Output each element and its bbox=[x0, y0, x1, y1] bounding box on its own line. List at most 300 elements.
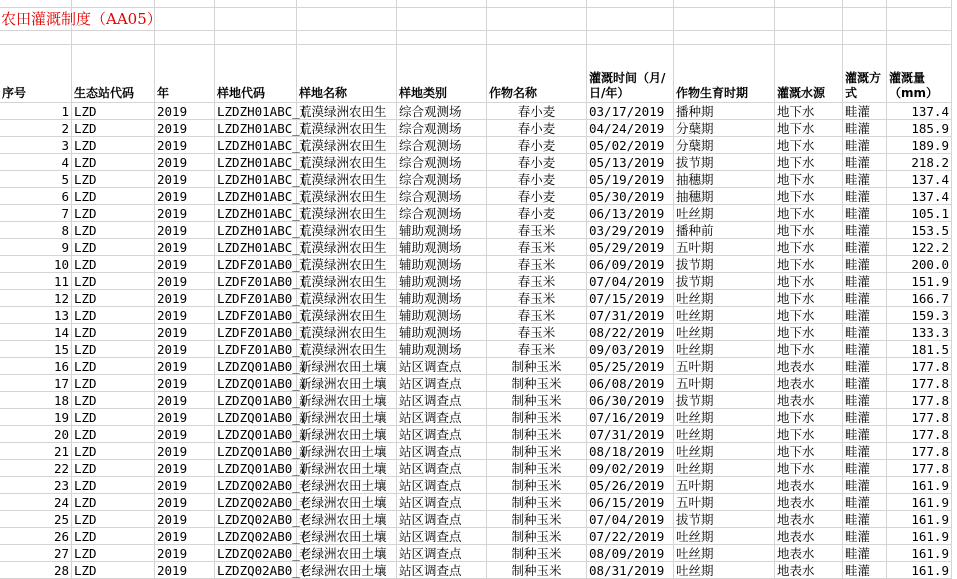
cell-irrigation-date[interactable]: 05/25/2019 bbox=[587, 358, 674, 375]
cell-plot-type[interactable]: 站区调查点 bbox=[397, 460, 487, 477]
cell-growth-stage[interactable]: 吐丝期 bbox=[674, 426, 775, 443]
empty-cell[interactable] bbox=[843, 31, 887, 45]
cell-irrigation-amount[interactable]: 177.8 bbox=[887, 392, 952, 409]
cell-irrigation-date[interactable]: 03/29/2019 bbox=[587, 222, 674, 239]
cell-crop-name[interactable]: 制种玉米 bbox=[487, 426, 587, 443]
cell-plot-type[interactable]: 站区调查点 bbox=[397, 392, 487, 409]
cell-irrigation-method[interactable]: 畦灌 bbox=[843, 409, 887, 426]
cell-irrigation-method[interactable]: 畦灌 bbox=[843, 545, 887, 562]
cell-crop-name[interactable]: 制种玉米 bbox=[487, 545, 587, 562]
cell-irrigation-date[interactable]: 03/17/2019 bbox=[587, 103, 674, 120]
cell-plot-code[interactable]: LZDZQ01AB0_( bbox=[217, 410, 308, 425]
cell-year[interactable]: 2019 bbox=[155, 290, 215, 307]
cell-station-code[interactable]: LZD bbox=[72, 256, 155, 273]
cell-irrigation-date[interactable]: 06/13/2019 bbox=[587, 205, 674, 222]
cell-irrigation-method[interactable]: 畦灌 bbox=[843, 511, 887, 528]
cell-crop-name[interactable]: 春玉米 bbox=[487, 290, 587, 307]
cell-growth-stage[interactable]: 抽穗期 bbox=[674, 188, 775, 205]
cell-plot-name[interactable]: 老绿洲农田土壤 bbox=[297, 562, 397, 579]
cell-crop-name[interactable]: 春小麦 bbox=[487, 137, 587, 154]
cell-irrigation-amount[interactable]: 137.4 bbox=[887, 188, 952, 205]
cell-irrigation-method[interactable]: 畦灌 bbox=[843, 426, 887, 443]
cell-station-code[interactable]: LZD bbox=[72, 222, 155, 239]
cell-irrigation-amount[interactable]: 185.9 bbox=[887, 120, 952, 137]
cell-station-code[interactable]: LZD bbox=[72, 171, 155, 188]
cell-irrigation-amount[interactable]: 200.0 bbox=[887, 256, 952, 273]
cell-plot-code[interactable]: LZDZH01ABC_( bbox=[217, 189, 308, 204]
cell-plot-type[interactable]: 辅助观测场 bbox=[397, 341, 487, 358]
cell-plot-code[interactable]: LZDZQ01AB0_( bbox=[217, 427, 308, 442]
cell-irrigation-method[interactable]: 畦灌 bbox=[843, 443, 887, 460]
cell-plot-code[interactable]: LZDZH01ABC_( bbox=[217, 155, 308, 170]
cell-seq[interactable]: 27 bbox=[0, 545, 72, 562]
cell-plot-name[interactable]: 荒漠绿洲农田生 bbox=[297, 171, 397, 188]
cell-station-code[interactable]: LZD bbox=[72, 545, 155, 562]
cell-irrigation-amount[interactable]: 161.9 bbox=[887, 562, 952, 579]
cell-growth-stage[interactable]: 拔节期 bbox=[674, 392, 775, 409]
empty-cell[interactable] bbox=[0, 0, 72, 8]
cell-plot-code[interactable]: LZDZQ02AB0_( bbox=[217, 478, 308, 493]
cell-growth-stage[interactable]: 五叶期 bbox=[674, 477, 775, 494]
cell-year[interactable]: 2019 bbox=[155, 341, 215, 358]
cell-water-source[interactable]: 地下水 bbox=[775, 409, 843, 426]
cell-irrigation-amount[interactable]: 161.9 bbox=[887, 494, 952, 511]
cell-station-code[interactable]: LZD bbox=[72, 477, 155, 494]
cell-plot-name[interactable]: 荒漠绿洲农田生 bbox=[297, 307, 397, 324]
cell-growth-stage[interactable]: 抽穗期 bbox=[674, 171, 775, 188]
cell-plot-type[interactable]: 辅助观测场 bbox=[397, 256, 487, 273]
empty-cell[interactable] bbox=[215, 31, 297, 45]
cell-water-source[interactable]: 地下水 bbox=[775, 137, 843, 154]
cell-irrigation-method[interactable]: 畦灌 bbox=[843, 171, 887, 188]
cell-plot-code[interactable]: LZDZH01ABC_( bbox=[217, 206, 308, 221]
cell-irrigation-method[interactable]: 畦灌 bbox=[843, 341, 887, 358]
cell-irrigation-method[interactable]: 畦灌 bbox=[843, 154, 887, 171]
cell-seq[interactable]: 18 bbox=[0, 392, 72, 409]
empty-cell[interactable] bbox=[215, 0, 297, 8]
empty-cell[interactable] bbox=[297, 0, 397, 8]
cell-irrigation-date[interactable]: 08/18/2019 bbox=[587, 443, 674, 460]
cell-water-source[interactable]: 地表水 bbox=[775, 392, 843, 409]
cell-year[interactable]: 2019 bbox=[155, 375, 215, 392]
cell-growth-stage[interactable]: 分蘖期 bbox=[674, 120, 775, 137]
empty-cell[interactable] bbox=[587, 8, 674, 31]
cell-irrigation-date[interactable]: 07/16/2019 bbox=[587, 409, 674, 426]
cell-plot-name[interactable]: 荒漠绿洲农田生 bbox=[297, 120, 397, 137]
cell-station-code[interactable]: LZD bbox=[72, 562, 155, 579]
cell-seq[interactable]: 8 bbox=[0, 222, 72, 239]
cell-irrigation-method[interactable]: 畦灌 bbox=[843, 528, 887, 545]
empty-cell[interactable] bbox=[215, 8, 297, 31]
empty-cell[interactable] bbox=[297, 8, 397, 31]
cell-plot-code[interactable]: LZDZQ01AB0_( bbox=[217, 376, 308, 391]
cell-irrigation-amount[interactable]: 159.3 bbox=[887, 307, 952, 324]
cell-growth-stage[interactable]: 拔节期 bbox=[674, 273, 775, 290]
empty-cell[interactable] bbox=[843, 0, 887, 8]
cell-plot-code[interactable]: LZDZH01ABC_( bbox=[217, 223, 308, 238]
cell-irrigation-date[interactable]: 06/09/2019 bbox=[587, 256, 674, 273]
header-plot-code[interactable]: 样地代码 bbox=[215, 45, 297, 103]
cell-irrigation-amount[interactable]: 122.2 bbox=[887, 239, 952, 256]
cell-seq[interactable]: 5 bbox=[0, 171, 72, 188]
cell-irrigation-date[interactable]: 06/08/2019 bbox=[587, 375, 674, 392]
cell-irrigation-amount[interactable]: 166.7 bbox=[887, 290, 952, 307]
cell-year[interactable]: 2019 bbox=[155, 409, 215, 426]
cell-plot-type[interactable]: 站区调查点 bbox=[397, 494, 487, 511]
cell-seq[interactable]: 26 bbox=[0, 528, 72, 545]
cell-seq[interactable]: 6 bbox=[0, 188, 72, 205]
cell-plot-name[interactable]: 荒漠绿洲农田生 bbox=[297, 290, 397, 307]
cell-water-source[interactable]: 地表水 bbox=[775, 511, 843, 528]
cell-growth-stage[interactable]: 吐丝期 bbox=[674, 545, 775, 562]
cell-water-source[interactable]: 地表水 bbox=[775, 477, 843, 494]
cell-growth-stage[interactable]: 吐丝期 bbox=[674, 341, 775, 358]
cell-irrigation-date[interactable]: 05/26/2019 bbox=[587, 477, 674, 494]
cell-seq[interactable]: 17 bbox=[0, 375, 72, 392]
cell-plot-type[interactable]: 站区调查点 bbox=[397, 528, 487, 545]
cell-irrigation-method[interactable]: 畦灌 bbox=[843, 358, 887, 375]
cell-station-code[interactable]: LZD bbox=[72, 511, 155, 528]
cell-plot-type[interactable]: 综合观测场 bbox=[397, 154, 487, 171]
cell-seq[interactable]: 23 bbox=[0, 477, 72, 494]
cell-water-source[interactable]: 地下水 bbox=[775, 273, 843, 290]
cell-crop-name[interactable]: 春小麦 bbox=[487, 205, 587, 222]
cell-year[interactable]: 2019 bbox=[155, 494, 215, 511]
cell-irrigation-amount[interactable]: 161.9 bbox=[887, 477, 952, 494]
cell-station-code[interactable]: LZD bbox=[72, 409, 155, 426]
cell-plot-code[interactable]: LZDFZ01AB0_( bbox=[217, 274, 308, 289]
cell-growth-stage[interactable]: 吐丝期 bbox=[674, 443, 775, 460]
empty-cell[interactable] bbox=[397, 31, 487, 45]
cell-plot-type[interactable]: 综合观测场 bbox=[397, 171, 487, 188]
cell-plot-code[interactable]: LZDFZ01AB0_( bbox=[217, 291, 308, 306]
cell-seq[interactable]: 12 bbox=[0, 290, 72, 307]
cell-plot-name[interactable]: 老绿洲农田土壤 bbox=[297, 528, 397, 545]
empty-cell[interactable] bbox=[487, 31, 587, 45]
cell-irrigation-amount[interactable]: 177.8 bbox=[887, 443, 952, 460]
cell-plot-type[interactable]: 站区调查点 bbox=[397, 545, 487, 562]
cell-plot-type[interactable]: 综合观测场 bbox=[397, 120, 487, 137]
cell-seq[interactable]: 1 bbox=[0, 103, 72, 120]
cell-irrigation-date[interactable]: 05/02/2019 bbox=[587, 137, 674, 154]
cell-irrigation-date[interactable]: 07/04/2019 bbox=[587, 511, 674, 528]
cell-plot-name[interactable]: 荒漠绿洲农田生 bbox=[297, 324, 397, 341]
cell-year[interactable]: 2019 bbox=[155, 239, 215, 256]
cell-irrigation-amount[interactable]: 151.9 bbox=[887, 273, 952, 290]
cell-growth-stage[interactable]: 吐丝期 bbox=[674, 460, 775, 477]
cell-growth-stage[interactable]: 吐丝期 bbox=[674, 307, 775, 324]
cell-water-source[interactable]: 地下水 bbox=[775, 341, 843, 358]
cell-plot-name[interactable]: 荒漠绿洲农田生 bbox=[297, 341, 397, 358]
cell-irrigation-date[interactable]: 05/29/2019 bbox=[587, 239, 674, 256]
cell-plot-code[interactable]: LZDZH01ABC_( bbox=[217, 240, 308, 255]
cell-year[interactable]: 2019 bbox=[155, 443, 215, 460]
cell-plot-type[interactable]: 辅助观测场 bbox=[397, 273, 487, 290]
cell-irrigation-amount[interactable]: 189.9 bbox=[887, 137, 952, 154]
cell-growth-stage[interactable]: 吐丝期 bbox=[674, 290, 775, 307]
cell-seq[interactable]: 2 bbox=[0, 120, 72, 137]
cell-crop-name[interactable]: 春小麦 bbox=[487, 188, 587, 205]
cell-growth-stage[interactable]: 拔节期 bbox=[674, 511, 775, 528]
cell-year[interactable]: 2019 bbox=[155, 477, 215, 494]
cell-plot-code[interactable]: LZDZH01ABC_( bbox=[217, 121, 308, 136]
cell-plot-code[interactable]: LZDZH01ABC_( bbox=[217, 104, 308, 119]
header-growth-stage[interactable]: 作物生育时期 bbox=[674, 45, 775, 103]
cell-plot-type[interactable]: 站区调查点 bbox=[397, 426, 487, 443]
cell-seq[interactable]: 20 bbox=[0, 426, 72, 443]
cell-station-code[interactable]: LZD bbox=[72, 358, 155, 375]
cell-year[interactable]: 2019 bbox=[155, 392, 215, 409]
cell-growth-stage[interactable]: 拔节期 bbox=[674, 154, 775, 171]
cell-irrigation-amount[interactable]: 133.3 bbox=[887, 324, 952, 341]
cell-plot-code[interactable]: LZDZQ02AB0_( bbox=[217, 529, 308, 544]
empty-cell[interactable] bbox=[587, 0, 674, 8]
cell-irrigation-date[interactable]: 07/15/2019 bbox=[587, 290, 674, 307]
cell-station-code[interactable]: LZD bbox=[72, 375, 155, 392]
cell-station-code[interactable]: LZD bbox=[72, 460, 155, 477]
cell-seq[interactable]: 9 bbox=[0, 239, 72, 256]
cell-crop-name[interactable]: 制种玉米 bbox=[487, 562, 587, 579]
cell-plot-name[interactable]: 新绿洲农田土壤 bbox=[297, 426, 397, 443]
cell-plot-name[interactable]: 荒漠绿洲农田生 bbox=[297, 205, 397, 222]
cell-water-source[interactable]: 地下水 bbox=[775, 324, 843, 341]
cell-irrigation-amount[interactable]: 177.8 bbox=[887, 460, 952, 477]
cell-plot-code[interactable]: LZDZQ02AB0_( bbox=[217, 495, 308, 510]
cell-station-code[interactable]: LZD bbox=[72, 307, 155, 324]
cell-plot-code[interactable]: LZDFZ01AB0_( bbox=[217, 257, 308, 272]
cell-water-source[interactable]: 地表水 bbox=[775, 494, 843, 511]
empty-cell[interactable] bbox=[775, 31, 843, 45]
header-water-source[interactable]: 灌溉水源 bbox=[775, 45, 843, 103]
cell-year[interactable]: 2019 bbox=[155, 528, 215, 545]
cell-irrigation-amount[interactable]: 105.1 bbox=[887, 205, 952, 222]
cell-year[interactable]: 2019 bbox=[155, 562, 215, 579]
cell-irrigation-method[interactable]: 畦灌 bbox=[843, 562, 887, 579]
cell-year[interactable]: 2019 bbox=[155, 222, 215, 239]
cell-growth-stage[interactable]: 播种前 bbox=[674, 222, 775, 239]
cell-plot-name[interactable]: 老绿洲农田土壤 bbox=[297, 511, 397, 528]
cell-water-source[interactable]: 地下水 bbox=[775, 154, 843, 171]
cell-crop-name[interactable]: 制种玉米 bbox=[487, 477, 587, 494]
cell-plot-name[interactable]: 新绿洲农田土壤 bbox=[297, 358, 397, 375]
cell-water-source[interactable]: 地下水 bbox=[775, 103, 843, 120]
cell-station-code[interactable]: LZD bbox=[72, 273, 155, 290]
header-seq[interactable]: 序号 bbox=[0, 45, 72, 103]
cell-plot-name[interactable]: 新绿洲农田土壤 bbox=[297, 375, 397, 392]
cell-year[interactable]: 2019 bbox=[155, 324, 215, 341]
cell-crop-name[interactable]: 春玉米 bbox=[487, 341, 587, 358]
cell-irrigation-date[interactable]: 05/19/2019 bbox=[587, 171, 674, 188]
empty-cell[interactable] bbox=[887, 0, 952, 8]
cell-crop-name[interactable]: 春小麦 bbox=[487, 154, 587, 171]
cell-water-source[interactable]: 地下水 bbox=[775, 239, 843, 256]
cell-plot-type[interactable]: 站区调查点 bbox=[397, 443, 487, 460]
cell-plot-name[interactable]: 荒漠绿洲农田生 bbox=[297, 154, 397, 171]
cell-station-code[interactable]: LZD bbox=[72, 341, 155, 358]
cell-year[interactable]: 2019 bbox=[155, 511, 215, 528]
cell-growth-stage[interactable]: 五叶期 bbox=[674, 494, 775, 511]
cell-irrigation-amount[interactable]: 181.5 bbox=[887, 341, 952, 358]
cell-year[interactable]: 2019 bbox=[155, 273, 215, 290]
cell-irrigation-date[interactable]: 09/03/2019 bbox=[587, 341, 674, 358]
cell-plot-type[interactable]: 站区调查点 bbox=[397, 511, 487, 528]
cell-growth-stage[interactable]: 吐丝期 bbox=[674, 324, 775, 341]
cell-irrigation-method[interactable]: 畦灌 bbox=[843, 205, 887, 222]
cell-plot-type[interactable]: 站区调查点 bbox=[397, 358, 487, 375]
cell-crop-name[interactable]: 制种玉米 bbox=[487, 392, 587, 409]
cell-irrigation-date[interactable]: 04/24/2019 bbox=[587, 120, 674, 137]
cell-irrigation-amount[interactable]: 161.9 bbox=[887, 528, 952, 545]
cell-year[interactable]: 2019 bbox=[155, 426, 215, 443]
cell-plot-code[interactable]: LZDFZ01AB0_( bbox=[217, 308, 308, 323]
cell-water-source[interactable]: 地下水 bbox=[775, 171, 843, 188]
cell-year[interactable]: 2019 bbox=[155, 205, 215, 222]
cell-growth-stage[interactable]: 吐丝期 bbox=[674, 205, 775, 222]
cell-crop-name[interactable]: 制种玉米 bbox=[487, 375, 587, 392]
empty-cell[interactable] bbox=[843, 8, 887, 31]
cell-year[interactable]: 2019 bbox=[155, 188, 215, 205]
cell-irrigation-amount[interactable]: 218.2 bbox=[887, 154, 952, 171]
cell-irrigation-date[interactable]: 09/02/2019 bbox=[587, 460, 674, 477]
cell-year[interactable]: 2019 bbox=[155, 154, 215, 171]
cell-irrigation-method[interactable]: 畦灌 bbox=[843, 375, 887, 392]
cell-crop-name[interactable]: 春小麦 bbox=[487, 103, 587, 120]
cell-irrigation-method[interactable]: 畦灌 bbox=[843, 290, 887, 307]
cell-year[interactable]: 2019 bbox=[155, 137, 215, 154]
cell-crop-name[interactable]: 制种玉米 bbox=[487, 511, 587, 528]
cell-water-source[interactable]: 地下水 bbox=[775, 290, 843, 307]
cell-irrigation-date[interactable]: 08/09/2019 bbox=[587, 545, 674, 562]
cell-year[interactable]: 2019 bbox=[155, 171, 215, 188]
cell-crop-name[interactable]: 春玉米 bbox=[487, 324, 587, 341]
cell-irrigation-method[interactable]: 畦灌 bbox=[843, 120, 887, 137]
empty-cell[interactable] bbox=[587, 31, 674, 45]
cell-irrigation-date[interactable]: 07/31/2019 bbox=[587, 307, 674, 324]
header-crop-name[interactable]: 作物名称 bbox=[487, 45, 587, 103]
header-year[interactable]: 年 bbox=[155, 45, 215, 103]
cell-water-source[interactable]: 地下水 bbox=[775, 426, 843, 443]
cell-irrigation-method[interactable]: 畦灌 bbox=[843, 494, 887, 511]
cell-irrigation-date[interactable]: 07/22/2019 bbox=[587, 528, 674, 545]
cell-water-source[interactable]: 地表水 bbox=[775, 358, 843, 375]
cell-irrigation-method[interactable]: 畦灌 bbox=[843, 477, 887, 494]
cell-water-source[interactable]: 地表水 bbox=[775, 562, 843, 579]
cell-irrigation-method[interactable]: 畦灌 bbox=[843, 324, 887, 341]
cell-growth-stage[interactable]: 吐丝期 bbox=[674, 562, 775, 579]
cell-irrigation-method[interactable]: 畦灌 bbox=[843, 256, 887, 273]
cell-water-source[interactable]: 地下水 bbox=[775, 460, 843, 477]
cell-seq[interactable]: 4 bbox=[0, 154, 72, 171]
cell-station-code[interactable]: LZD bbox=[72, 239, 155, 256]
cell-seq[interactable]: 21 bbox=[0, 443, 72, 460]
cell-water-source[interactable]: 地表水 bbox=[775, 545, 843, 562]
cell-seq[interactable]: 10 bbox=[0, 256, 72, 273]
cell-plot-code[interactable]: LZDZH01ABC_( bbox=[217, 172, 308, 187]
empty-cell[interactable] bbox=[487, 8, 587, 31]
cell-crop-name[interactable]: 春玉米 bbox=[487, 222, 587, 239]
empty-cell[interactable] bbox=[0, 31, 72, 45]
cell-irrigation-amount[interactable]: 177.8 bbox=[887, 358, 952, 375]
cell-plot-type[interactable]: 综合观测场 bbox=[397, 188, 487, 205]
cell-plot-name[interactable]: 新绿洲农田土壤 bbox=[297, 460, 397, 477]
cell-water-source[interactable]: 地下水 bbox=[775, 443, 843, 460]
cell-plot-type[interactable]: 辅助观测场 bbox=[397, 324, 487, 341]
cell-station-code[interactable]: LZD bbox=[72, 426, 155, 443]
empty-cell[interactable] bbox=[487, 0, 587, 8]
cell-year[interactable]: 2019 bbox=[155, 256, 215, 273]
cell-irrigation-date[interactable]: 08/22/2019 bbox=[587, 324, 674, 341]
cell-crop-name[interactable]: 制种玉米 bbox=[487, 460, 587, 477]
cell-seq[interactable]: 3 bbox=[0, 137, 72, 154]
header-irrigation-amount[interactable]: 灌溉量（mm） bbox=[887, 45, 952, 103]
cell-plot-type[interactable]: 综合观测场 bbox=[397, 205, 487, 222]
cell-station-code[interactable]: LZD bbox=[72, 137, 155, 154]
cell-station-code[interactable]: LZD bbox=[72, 324, 155, 341]
cell-station-code[interactable]: LZD bbox=[72, 494, 155, 511]
cell-growth-stage[interactable]: 拔节期 bbox=[674, 256, 775, 273]
cell-water-source[interactable]: 地表水 bbox=[775, 375, 843, 392]
cell-water-source[interactable]: 地表水 bbox=[775, 528, 843, 545]
cell-plot-code[interactable]: LZDZQ01AB0_( bbox=[217, 444, 308, 459]
cell-growth-stage[interactable]: 五叶期 bbox=[674, 239, 775, 256]
cell-year[interactable]: 2019 bbox=[155, 358, 215, 375]
cell-water-source[interactable]: 地下水 bbox=[775, 307, 843, 324]
cell-plot-name[interactable]: 新绿洲农田土壤 bbox=[297, 409, 397, 426]
cell-plot-type[interactable]: 综合观测场 bbox=[397, 103, 487, 120]
cell-irrigation-method[interactable]: 畦灌 bbox=[843, 273, 887, 290]
cell-seq[interactable]: 25 bbox=[0, 511, 72, 528]
cell-seq[interactable]: 19 bbox=[0, 409, 72, 426]
cell-plot-name[interactable]: 荒漠绿洲农田生 bbox=[297, 188, 397, 205]
header-station-code[interactable]: 生态站代码 bbox=[72, 45, 155, 103]
cell-growth-stage[interactable]: 吐丝期 bbox=[674, 409, 775, 426]
cell-plot-type[interactable]: 综合观测场 bbox=[397, 137, 487, 154]
cell-crop-name[interactable]: 制种玉米 bbox=[487, 358, 587, 375]
cell-crop-name[interactable]: 制种玉米 bbox=[487, 443, 587, 460]
cell-crop-name[interactable]: 春玉米 bbox=[487, 239, 587, 256]
cell-irrigation-method[interactable]: 畦灌 bbox=[843, 460, 887, 477]
cell-irrigation-date[interactable]: 05/30/2019 bbox=[587, 188, 674, 205]
cell-growth-stage[interactable]: 五叶期 bbox=[674, 375, 775, 392]
empty-cell[interactable] bbox=[674, 0, 775, 8]
cell-crop-name[interactable]: 春玉米 bbox=[487, 256, 587, 273]
empty-cell[interactable] bbox=[72, 31, 155, 45]
cell-irrigation-method[interactable]: 畦灌 bbox=[843, 188, 887, 205]
cell-station-code[interactable]: LZD bbox=[72, 290, 155, 307]
cell-growth-stage[interactable]: 吐丝期 bbox=[674, 528, 775, 545]
cell-station-code[interactable]: LZD bbox=[72, 154, 155, 171]
cell-seq[interactable]: 13 bbox=[0, 307, 72, 324]
cell-plot-name[interactable]: 老绿洲农田土壤 bbox=[297, 545, 397, 562]
cell-plot-type[interactable]: 站区调查点 bbox=[397, 562, 487, 579]
cell-station-code[interactable]: LZD bbox=[72, 392, 155, 409]
cell-plot-type[interactable]: 辅助观测场 bbox=[397, 290, 487, 307]
cell-crop-name[interactable]: 春玉米 bbox=[487, 307, 587, 324]
cell-plot-name[interactable]: 新绿洲农田土壤 bbox=[297, 443, 397, 460]
cell-water-source[interactable]: 地下水 bbox=[775, 222, 843, 239]
cell-irrigation-method[interactable]: 畦灌 bbox=[843, 222, 887, 239]
cell-station-code[interactable]: LZD bbox=[72, 103, 155, 120]
empty-cell[interactable] bbox=[775, 8, 843, 31]
cell-seq[interactable]: 24 bbox=[0, 494, 72, 511]
cell-irrigation-date[interactable]: 05/13/2019 bbox=[587, 154, 674, 171]
cell-plot-code[interactable]: LZDZQ02AB0_( bbox=[217, 546, 308, 561]
cell-irrigation-amount[interactable]: 177.8 bbox=[887, 426, 952, 443]
cell-station-code[interactable]: LZD bbox=[72, 528, 155, 545]
cell-growth-stage[interactable]: 播种期 bbox=[674, 103, 775, 120]
cell-plot-name[interactable]: 荒漠绿洲农田生 bbox=[297, 239, 397, 256]
cell-irrigation-amount[interactable]: 137.4 bbox=[887, 171, 952, 188]
